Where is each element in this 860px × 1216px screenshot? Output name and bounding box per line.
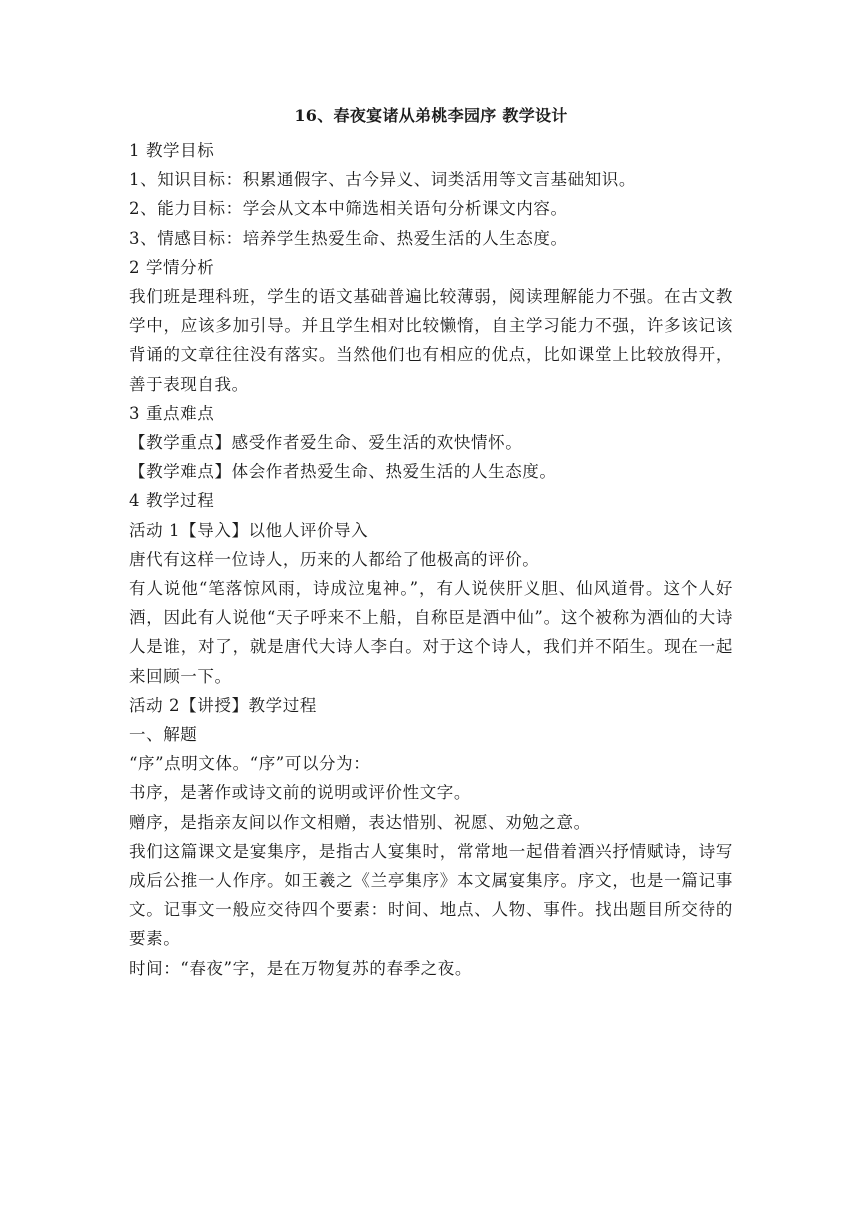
goal-knowledge: 1、知识目标：积累通假字、古今异义、词类活用等文言基础知识。	[129, 170, 636, 190]
preface-types-paragraph: “序”点明文体。“序”可以分为：	[129, 754, 371, 774]
section-heading-analysis: 2 学情分析	[129, 257, 215, 277]
intro-paragraph: 唐代有这样一位诗人，历来的人都给了他极高的评价。	[129, 549, 540, 569]
key-point: 【教学重点】感受作者爱生命、爱生活的欢快情怀。	[129, 433, 523, 453]
gift-preface-paragraph: 赠序，是指亲友间以作文相赠，表达惜别、祝愿、劝勉之意。	[129, 812, 591, 832]
document-body	[129, 136, 733, 983]
analysis-paragraph: 我们班是理科班，学生的语文基础普遍比较薄弱，阅读理解能力不强。在古文教学中，应该多加引导。并且学生相对比较懒惰，自主学习能力不强，许多该记该背诵的文章往往没有落实。当然他们也有相应的优点，比如课堂上比较放得开，善于表现自我。	[129, 287, 733, 394]
activity-2-heading: 活动 2【讲授】教学过程	[129, 695, 317, 715]
section-heading-process: 4 教学过程	[129, 491, 215, 511]
section-heading-key-points: 3 重点难点	[129, 403, 215, 423]
difficult-point: 【教学难点】体会作者热爱生命、热爱生活的人生态度。	[129, 462, 557, 482]
book-preface-paragraph: 书序，是著作或诗文前的说明或评价性文字。	[129, 783, 471, 803]
goal-ability: 2、能力目标：学会从文本中筛选相关语句分析课文内容。	[129, 199, 568, 219]
section-heading-goals: 1 教学目标	[129, 141, 215, 160]
document-page	[129, 0, 733, 1216]
document-title: 16、春夜宴诸从弟桃李园序 教学设计	[294, 106, 568, 125]
subheading-title-analysis: 一、解题	[129, 725, 198, 745]
activity-1-heading: 活动 1【导入】以他人评价导入	[129, 520, 369, 540]
goal-emotion: 3、情感目标：培养学生热爱生命、热爱生活的人生态度。	[129, 228, 568, 248]
banquet-preface-paragraph: 我们这篇课文是宴集序，是指古人宴集时，常常地一起借着酒兴抒情赋诗，诗写成后公推一人作序。如王羲之《兰亭集序》本文属宴集序。序文，也是一篇记事文。记事文一般应交待四个要素：时间、地点、人物、事件。找出题目所交待的要素。	[129, 841, 733, 949]
time-paragraph: 时间：“春夜”字，是在万物复苏的春季之夜。	[129, 958, 472, 978]
li-bai-paragraph: 有人说他“笔落惊风雨，诗成泣鬼神。”，有人说侠肝义胆、仙风道骨。这个人好酒，因此有人说他“天子呼来不上船，自称臣是酒中仙”。这个被称为酒仙的大诗人是谁，对了，就是唐代大诗人李白。对于这个诗人，我们并不陌生。现在一起来回顾一下。	[129, 579, 733, 686]
